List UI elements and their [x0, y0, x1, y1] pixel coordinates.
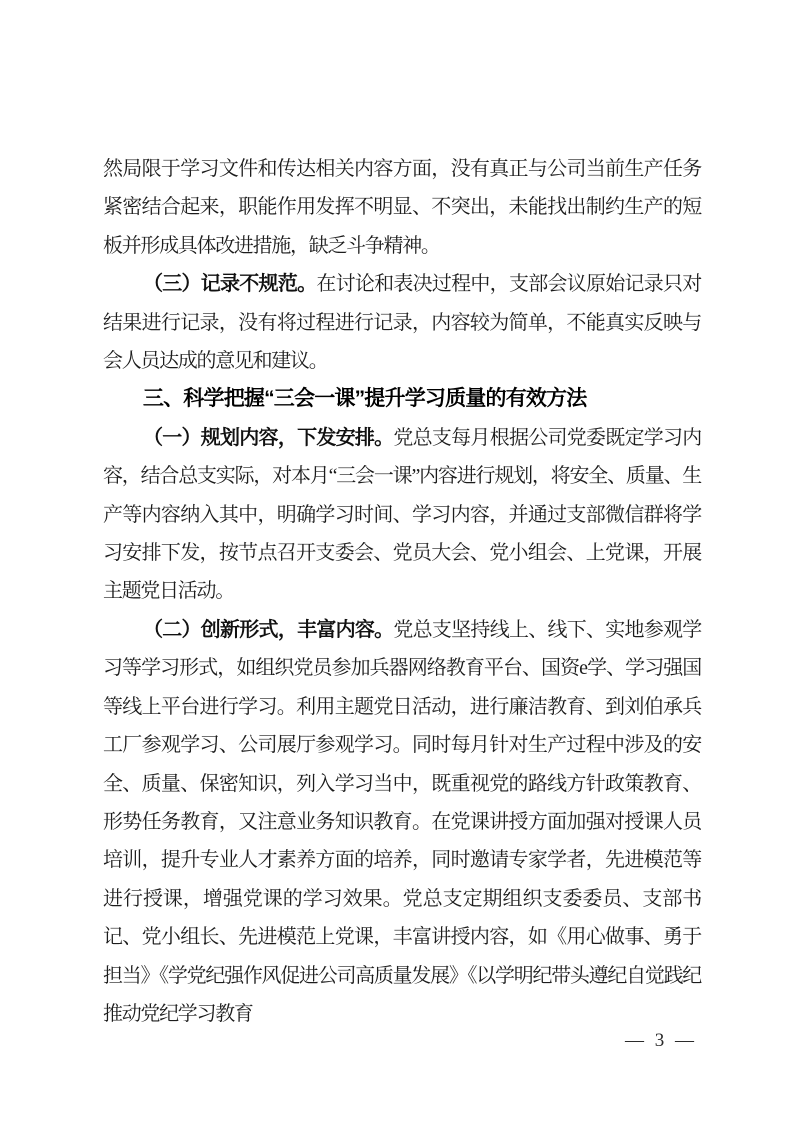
- paragraph: [103, 419, 701, 611]
- paragraph-text: 党总支坚持线上、线下、实地参观学习等学习形式，如组织党员参加兵器网络教育平台、国资e学、学习强国等线上平台进行学习。利用主题党日活动，进行廉洁教育、到刘伯承兵工厂参观学习、公司展厅参观学习。同时每月针对生产过程中涉及的安全、质量、保密知识，列入学习当中，既重视党的路线方针政策教育、形势任务教育，又注意业务知识教育。在党课讲授方面加强对授课人员培训，提升专业人才素养方面的培养，同时邀请专家学者，先进模范等进行授课，增强党课的学习效果。党总支定期组织支委委员、支部书记、党小组长、先进模范上党课，丰富讲授内容，如《用心做事、勇于担当》《学党纪强作风促进公司高质量发展》《以学明纪带头遵纪自觉践纪推动党纪学习教育: [103, 618, 701, 1025]
- paragraph-text: 在讨论和表决过程中，支部会议原始记录只对结果进行记录，没有将过程进行记录，内容较为简单，不能真实反映与会人员达成的意见和建议。: [103, 273, 701, 373]
- paragraph-text: 党总支每月根据公司党委既定学习内容，结合总支实际，对本月“三会一课”内容进行规划，将安全、质量、生产等内容纳入其中，明确学习时间、学习内容，并通过支部微信群将学习安排下发，按节点召开支委会、党员大会、党小组会、上党课，开展主题党日活动。: [103, 426, 701, 603]
- page-number: — 3 —: [625, 1030, 697, 1051]
- paragraph: [103, 611, 701, 1033]
- paragraph: [103, 150, 701, 265]
- paragraph-lead: （一）规划内容，下发安排。: [143, 426, 394, 449]
- paragraph-lead: （二）创新形式，丰富内容。: [143, 618, 394, 641]
- section-heading: 三、科学把握“三会一课”提升学习质量的有效方法: [142, 387, 587, 411]
- paragraph-text: 然局限于学习文件和传达相关内容方面，没有真正与公司当前生产任务紧密结合起来，职能作用发挥不明显、不突出，未能找出制约生产的短板并形成具体改进措施，缺乏斗争精神。: [103, 158, 701, 257]
- document-body: [103, 150, 701, 1033]
- paragraph: [103, 265, 701, 380]
- paragraph-lead: （三）记录不规范。: [143, 273, 317, 296]
